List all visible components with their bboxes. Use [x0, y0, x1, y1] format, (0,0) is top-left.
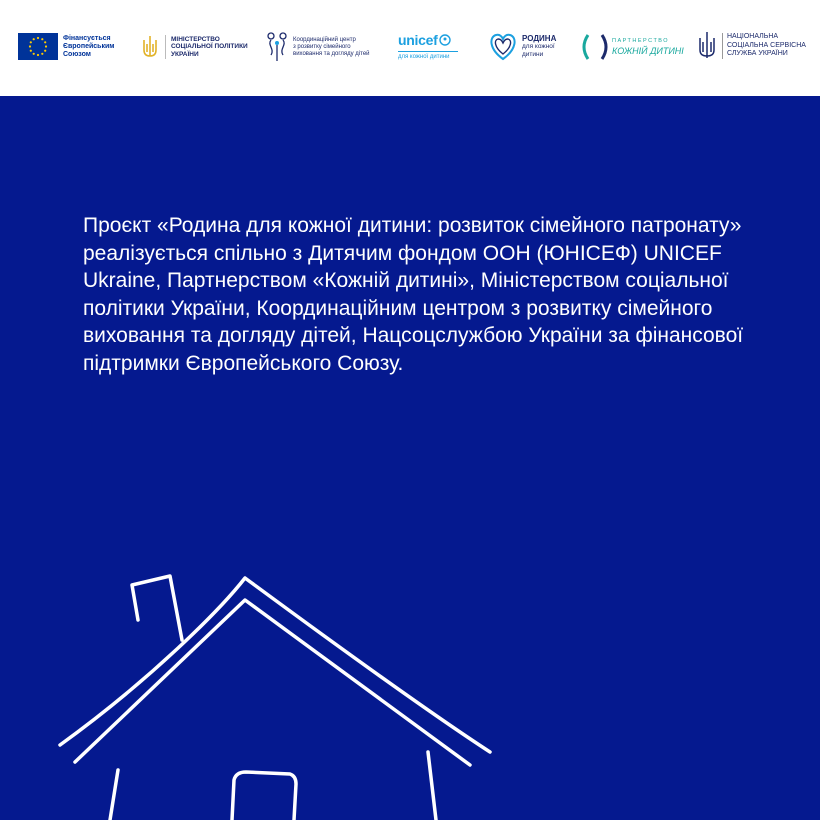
nsss-text-line3: СЛУЖБА УКРАЇНИ: [727, 50, 788, 58]
rodyna-title: РОДИНА: [522, 34, 557, 43]
coordination-text-line1: Координаційний центр: [293, 36, 356, 43]
partnership-text-line2: КОЖНІЙ ДИТИНІ: [612, 45, 684, 56]
ministry-text-line3: УКРАЇНИ: [171, 50, 199, 58]
partnership-text-line1: ПАРТНЕРСТВО: [612, 38, 670, 45]
unicef-wordmark: unicef: [398, 32, 438, 48]
project-description: Проєкт «Родина для кожної дитини: розвиток сімейного патронату» реалізується спільно з Дитячим фондом ООН (ЮНІСЕФ) UNICEF Ukraine, Партнерством «Кожній дитині», Міністерством соціальної політики України, Координаційним центром з розвитку сімейного виховання та догляду дітей, Нацсоцслужбою України за фінансової підтримки Європейського Союзу.: [83, 214, 744, 375]
ministry-text-line2: СОЦІАЛЬНОЇ ПОЛІТИКИ: [171, 43, 248, 51]
coordination-text-line3: виховання та догляду дітей: [293, 50, 370, 57]
nsss-text-line1: НАЦІОНАЛЬНА: [727, 33, 779, 41]
eu-text-line2: Європейським: [63, 42, 115, 50]
eu-text-line3: Союзом: [63, 50, 91, 58]
nsss-text-line2: СОЦІАЛЬНА СЕРВІСНА: [727, 41, 806, 49]
eu-text-line1: Фінансується: [63, 34, 111, 42]
rodyna-text-line2: для кожної: [522, 43, 555, 50]
coordination-text-line2: з розвитку сімейного: [293, 43, 351, 50]
rodyna-text-line3: дитини: [522, 50, 544, 58]
unicef-tagline: для кожної дитини: [398, 54, 450, 60]
ministry-text-line1: МІНІСТЕРСТВО: [171, 35, 220, 43]
